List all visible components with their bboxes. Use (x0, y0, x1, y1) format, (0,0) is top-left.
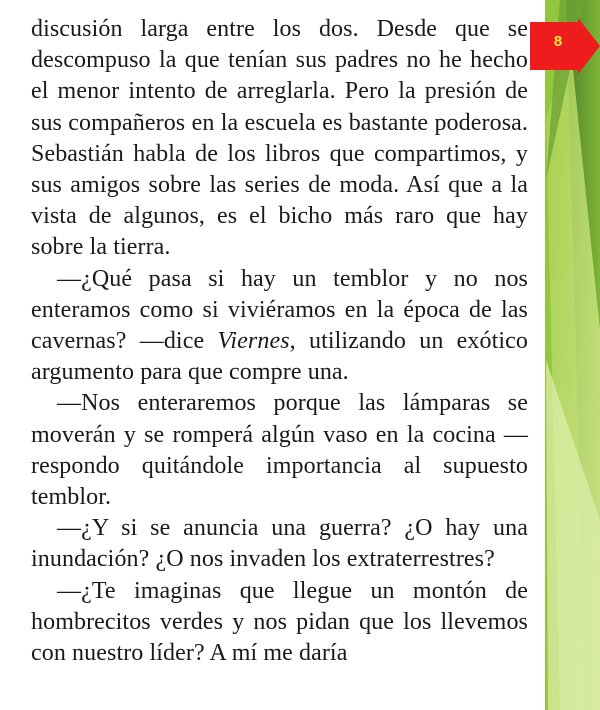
paragraph-4-text: —¿Y si se anuncia una guerra? ¿O hay una inundación? ¿O nos invaden los extraterrestres? (31, 515, 528, 573)
book-text (31, 14, 528, 669)
paragraph-5 (31, 576, 528, 670)
paragraph-2-text-start: —¿Qué pasa si hay un temblor y no nos enteramos como si viviéramos en la época de las cavernas? —dice (31, 265, 528, 355)
page-number: 8 (553, 33, 563, 50)
paragraph-2-text-end: , utilizando un exótico argumento para que compre una. (31, 328, 528, 386)
paragraph-1-text: discusión larga entre los dos. Desde que se descompuso la que tenían sus padres no he hecho el menor intento de arreglarla. Pero la presión de sus compañeros en la escuela es bastante poderosa. Sebastián habla de los libros que compartimos, y sus amigos sobre las series de moda. Así que a la vista de algunos, es el bicho más raro que hay sobre la tierra. (31, 16, 528, 261)
paragraph-2 (31, 264, 528, 389)
paragraph-4 (31, 513, 528, 575)
paragraph-2-italic-name: Viernes (217, 328, 290, 355)
paragraph-1 (31, 14, 528, 264)
paragraph-5-text: —¿Te imaginas que llegue un montón de hombrecitos verdes y nos pidan que los llevemos con nuestro líder? A mí me daría (31, 577, 528, 667)
paragraph-3 (31, 388, 528, 513)
paragraph-3-text: —Nos enteraremos porque las lámparas se moverán y se romperá algún vaso en la cocina —respondo quitándole importancia al supuesto temblor. (31, 390, 528, 511)
